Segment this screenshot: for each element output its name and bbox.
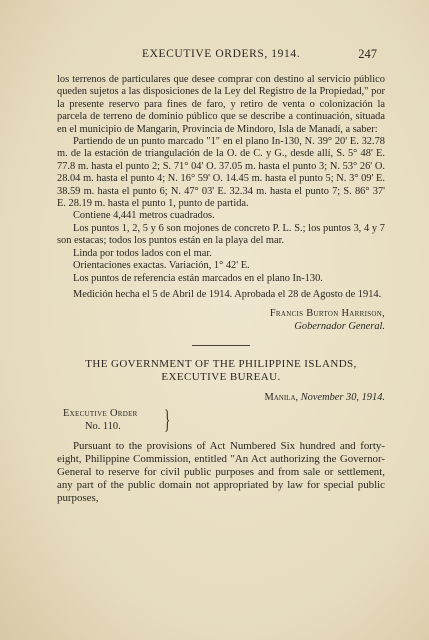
order-number-block	[57, 404, 385, 438]
section-heading-line-2: EXECUTIVE BUREAU.	[161, 371, 281, 384]
signature-title: Gobernador General.	[294, 321, 385, 333]
order-place: Manila,	[264, 392, 299, 404]
bearings-statement: Orientaciones exactas. Variación, 1° 42' E.	[73, 260, 250, 272]
area-statement: Contiene 4,441 metros cuadrados.	[73, 210, 215, 222]
survey-description: Partiendo de un punto marcado "1" en el plano In-130, N. 39° 20' E. 32.78 m. de la estación de triangulación de la O. de C. y G., desde allí, S. 5° 48' E. 77.8 m. hasta el punto 2; S. 71° 04' O. 37.05 m. hasta el punto 3; N. 53° 26' O. 28.04 m. hasta el punto 4; N. 16° 59' O. 14.45 m. hasta el punto 5; N. 3° 09' E. 38.59 m. hasta el punto 6; N. 47° 03' E. 32.34 m. hasta el punto 7; S. 86° 37' E. 28.19 m. hasta el punto 1, punto de partida.	[57, 136, 385, 210]
place-and-date	[57, 392, 385, 404]
brace-glyph: }	[164, 404, 171, 434]
signature-name: Francis Burton Harrison,	[269, 308, 385, 320]
reference-points-statement: Los puntos de referencia están marcados en el plano In-130.	[73, 272, 323, 284]
order-label: Executive Order	[63, 407, 138, 419]
section-heading	[57, 358, 385, 384]
monuments-statement: Los puntos 1, 2, 5 y 6 son mojones de concreto P. L. S.; los puntos 3, 4 y 7 son estacas; todos los puntos están en la playa del mar.	[57, 222, 385, 247]
order-date: November 30, 1914.	[300, 392, 385, 404]
continued-paragraph: los terrenos de particulares que desee comprar con destino al servicio público queden sujetos a las disposiciones de la Ley del Registro de la Propiedad," por la presente reservo para fines de faro, y retiro de venta o colonización la parcela de terreno de dominio público que se describe a continuación, situada en el municipio de Mangarin, Provincia de Mindoro, Isla de Manadí, a saber:	[57, 74, 385, 135]
page-number: 247	[358, 47, 377, 61]
order-opening-paragraph: Pursuant to the provisions of Act Numbered Six hundred and forty-eight, Philippine Commission, entitled "An Act authorizing the Governor-General to reserve for civil public purposes and from sale or settlement, any part of the public domain not appropriated by law for special public purposes,	[57, 439, 385, 504]
boundary-statement: Linda por todos lados con el mar.	[73, 247, 212, 259]
page-body	[57, 74, 385, 505]
running-title: EXECUTIVE ORDERS, 1914.	[142, 48, 301, 60]
survey-date: Medición hecha el 5 de Abril de 1914. Aprobada el 28 de Agosto de 1914.	[73, 288, 382, 300]
section-heading-line-1: THE GOVERNMENT OF THE PHILIPPINE ISLANDS,	[85, 358, 357, 371]
page-header	[0, 48, 429, 64]
section-divider	[192, 345, 250, 346]
order-number: No. 110.	[85, 420, 121, 432]
signature-block	[57, 307, 385, 333]
